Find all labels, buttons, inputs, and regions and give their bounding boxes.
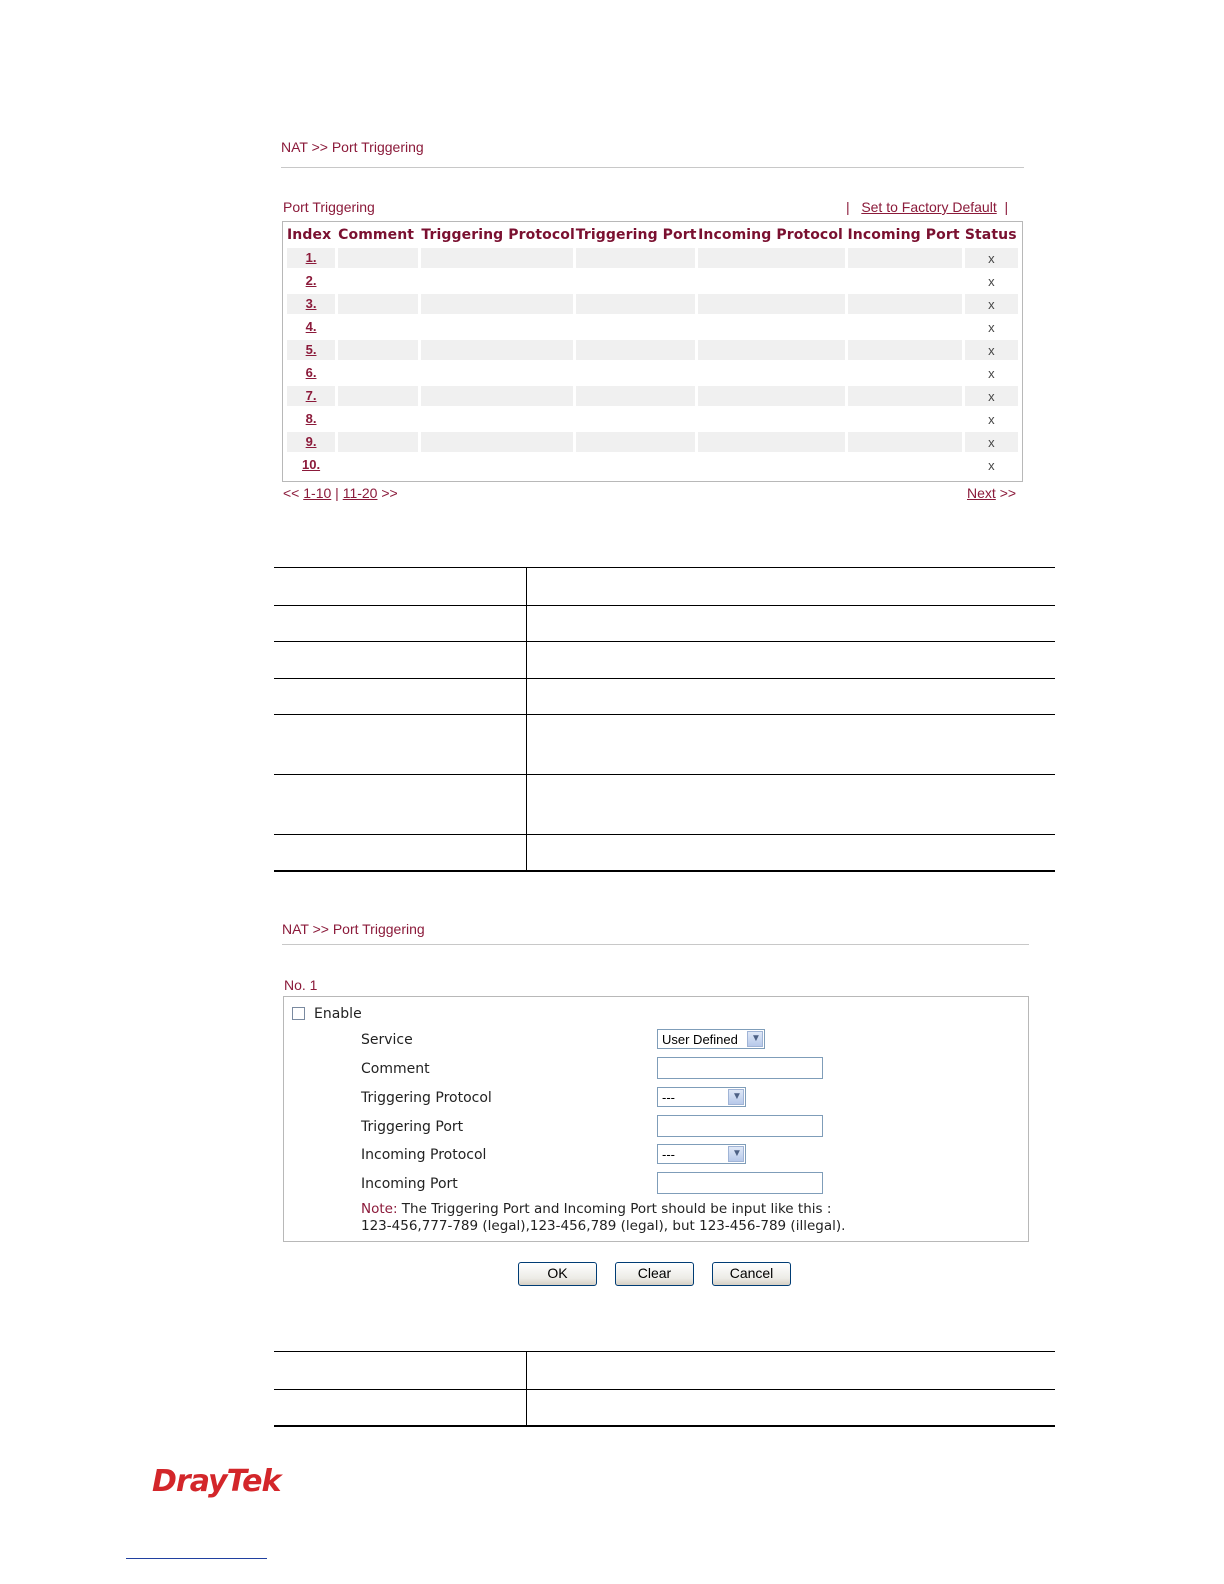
description-row <box>274 1351 1055 1389</box>
next-page-link[interactable]: Next <box>967 485 996 501</box>
page-link-1-10[interactable]: 1-10 <box>303 485 332 501</box>
chevron-down-icon: ▼ <box>728 1146 744 1162</box>
incoming-protocol-value: --- <box>662 1147 675 1162</box>
note-prefix: Note: <box>361 1201 398 1217</box>
table-row <box>287 271 1018 291</box>
prev-arrows: << <box>283 485 300 501</box>
section-title: Port Triggering <box>283 199 375 215</box>
description-table <box>274 567 1055 872</box>
row-status: x <box>965 340 1018 360</box>
comment-input[interactable] <box>657 1057 823 1079</box>
triggering-protocol-select[interactable] <box>657 1087 746 1107</box>
table-row <box>287 363 1018 383</box>
note-line-1: The Triggering Port and Incoming Port should be input like this : <box>397 1201 832 1217</box>
description-row <box>274 641 1055 678</box>
row-index-link[interactable]: 1. <box>305 250 317 265</box>
service-select[interactable] <box>657 1029 765 1049</box>
table-header <box>287 225 1018 245</box>
table-row <box>287 248 1018 268</box>
row-index-link[interactable]: 10. <box>302 457 321 472</box>
row-status: x <box>965 248 1018 268</box>
table-row <box>287 340 1018 360</box>
note-text <box>361 1201 845 1235</box>
incoming-protocol-select[interactable] <box>657 1144 746 1164</box>
description-table <box>274 1351 1055 1427</box>
table-row <box>287 409 1018 429</box>
comment-label: Comment <box>361 1061 430 1077</box>
column-header-status: Status <box>964 227 1017 243</box>
breadcrumb: NAT >> Port Triggering <box>282 921 425 937</box>
row-status: x <box>965 432 1018 452</box>
draytek-logo: DrayTek <box>152 1464 281 1499</box>
column-header-comment: Comment <box>338 227 415 243</box>
next-arrows: >> <box>381 485 398 501</box>
description-row <box>274 714 1055 774</box>
cancel-button[interactable]: Cancel <box>712 1262 791 1286</box>
entry-title: No. 1 <box>284 977 318 993</box>
description-row <box>274 567 1055 605</box>
clear-button[interactable]: Clear <box>615 1262 694 1286</box>
row-status: x <box>965 386 1018 406</box>
separator: | <box>335 485 339 501</box>
row-index-link[interactable]: 2. <box>305 273 317 288</box>
column-header-triggering-port: Triggering Port <box>575 227 697 243</box>
enable-checkbox[interactable] <box>292 1007 305 1020</box>
triggering-port-label: Triggering Port <box>361 1119 464 1135</box>
row-status: x <box>988 411 995 427</box>
row-index-link[interactable]: 4. <box>305 319 317 334</box>
row-status: x <box>988 273 995 289</box>
table-row <box>287 455 1018 475</box>
row-index-link[interactable]: 5. <box>305 342 317 357</box>
divider <box>281 167 1024 168</box>
description-row <box>274 1389 1055 1427</box>
column-header-index: Index <box>287 227 332 243</box>
description-row <box>274 605 1055 641</box>
row-index-link[interactable]: 9. <box>305 434 317 449</box>
pagination <box>283 485 398 501</box>
row-status: x <box>988 457 995 473</box>
service-value: User Defined <box>662 1032 738 1047</box>
triggering-protocol-label: Triggering Protocol <box>361 1090 492 1106</box>
note-line-2: 123-456,777-789 (legal),123-456,789 (legal), but 123-456-789 (illegal). <box>361 1218 846 1234</box>
service-label: Service <box>361 1032 413 1048</box>
next-arrows: >> <box>999 485 1017 501</box>
column-header-incoming-port: Incoming Port <box>847 227 960 243</box>
triggering-port-input[interactable] <box>657 1115 823 1137</box>
incoming-port-label: Incoming Port <box>361 1176 458 1192</box>
divider <box>282 944 1029 945</box>
pagination-next <box>967 485 1016 501</box>
incoming-protocol-label: Incoming Protocol <box>361 1147 487 1163</box>
row-index-link[interactable]: 6. <box>305 365 317 380</box>
row-status: x <box>988 319 995 335</box>
factory-default-bar <box>846 199 1008 215</box>
row-status: x <box>965 294 1018 314</box>
table-row <box>287 294 1018 314</box>
row-index-link[interactable]: 3. <box>305 296 317 311</box>
separator: | <box>1004 199 1009 215</box>
column-header-incoming-protocol: Incoming Protocol <box>698 227 843 243</box>
table-row <box>287 386 1018 406</box>
enable-label: Enable <box>314 1006 362 1022</box>
port-triggering-table <box>282 221 1023 482</box>
column-header-triggering-protocol: Triggering Protocol <box>421 227 575 243</box>
chevron-down-icon: ▼ <box>747 1031 763 1047</box>
set-to-factory-default-link[interactable]: Set to Factory Default <box>861 199 997 215</box>
row-status: x <box>988 365 995 381</box>
footer-line <box>126 1558 267 1559</box>
separator: | <box>846 199 850 215</box>
description-row <box>274 678 1055 714</box>
table-row <box>287 432 1018 452</box>
ok-button[interactable]: OK <box>518 1262 597 1286</box>
page-link-11-20[interactable]: 11-20 <box>342 485 378 501</box>
description-row <box>274 834 1055 872</box>
row-index-link[interactable]: 7. <box>305 388 317 403</box>
chevron-down-icon: ▼ <box>728 1089 744 1105</box>
breadcrumb: NAT >> Port Triggering <box>281 139 424 155</box>
table-row <box>287 317 1018 337</box>
row-index-link[interactable]: 8. <box>305 411 317 426</box>
triggering-protocol-value: --- <box>662 1090 675 1105</box>
incoming-port-input[interactable] <box>657 1172 823 1194</box>
description-row <box>274 774 1055 834</box>
